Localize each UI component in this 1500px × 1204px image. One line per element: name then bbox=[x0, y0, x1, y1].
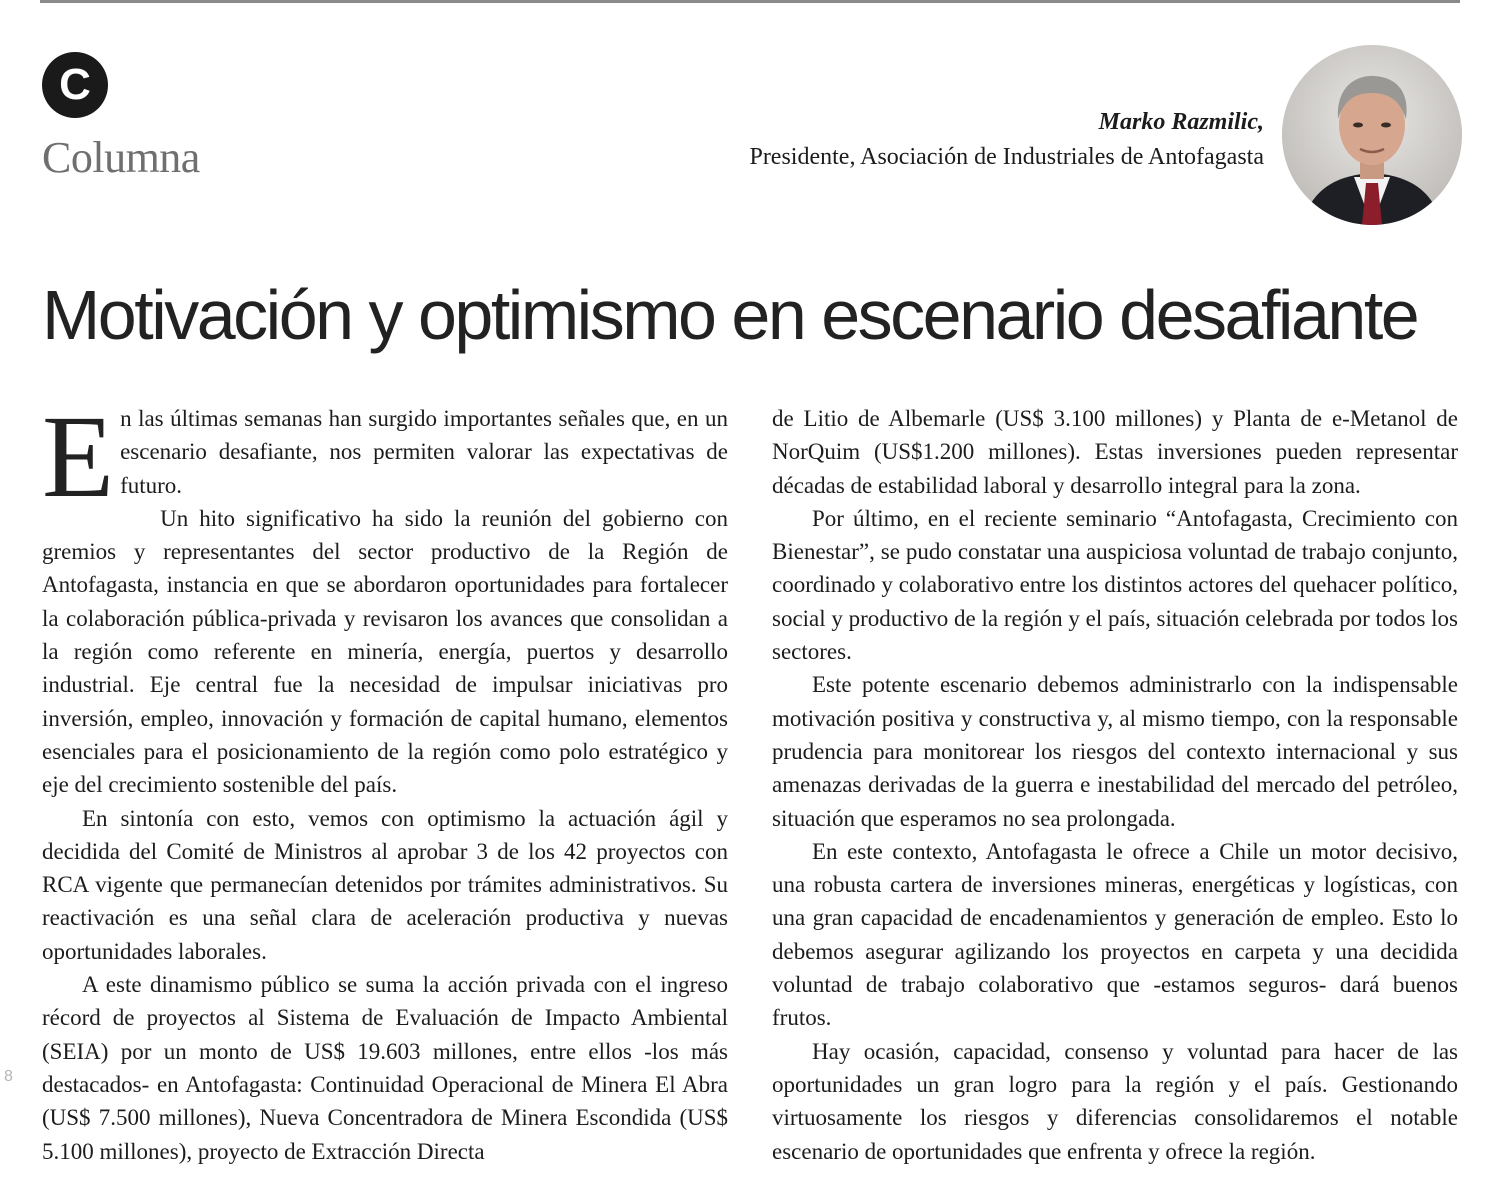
article-column-left bbox=[42, 391, 728, 1168]
paragraph: Por último, en el reciente seminario “Antofagasta, Crecimiento con Bienestar”, se pudo constatar una auspiciosa voluntad de trabajo conjunto, coordinado y colaborativo entre los distintos actores del quehacer político, social y productivo de la región y el país, situación celebrada por todos los sectores. bbox=[772, 505, 1458, 665]
top-rule bbox=[40, 0, 1460, 3]
section-name: Columna bbox=[42, 133, 200, 182]
author-photo bbox=[1282, 45, 1462, 225]
paragraph: Este potente escenario debemos administrarlo con la indispensable motivación positiva y constructiva y, al mismo tiempo, con la responsable prudencia para monitorear los riesgos del contexto internacional y sus amenazas derivadas de la guerra e inestabilidad del mercado del petróleo, situación que esperamos no sea prolongada. bbox=[772, 672, 1458, 831]
section-badge: C bbox=[42, 52, 108, 118]
margin-mark: 8 bbox=[4, 1068, 13, 1085]
paragraph: Hay ocasión, capacidad, consenso y voluntad para hacer de las oportunidades un gran logro para la región y el país. Gestionando virtuosamente los riesgos y diferencias consolidaremos el notable escenario de oportunidades que enfrenta y ofrece la región. bbox=[772, 1038, 1458, 1164]
author-byline bbox=[749, 105, 1264, 175]
author-role: Presidente, Asociación de Industriales de Antofagasta bbox=[749, 144, 1264, 170]
author-name: Marko Razmilic, bbox=[1098, 109, 1264, 135]
paragraph: En este contexto, Antofagasta le ofrece a Chile un motor decisivo, una robusta cartera de inversiones mineras, energéticas y logísticas, con una gran capacidad de encadenamientos y generación de empleo. Esto lo debemos asegurar agilizando los proyectos en carpeta y una decidida voluntad de trabajo colaborativo que -estamos seguros- dará buenos frutos. bbox=[772, 838, 1458, 1031]
author-portrait-icon bbox=[1282, 45, 1462, 225]
paragraph: de Litio de Albemarle (US$ 3.100 millones) y Planta de e-Metanol de NorQuim (US$1.200 millones). Estas inversiones pueden representar décadas de estabilidad laboral y desarrollo integral para la zona. bbox=[772, 406, 1458, 498]
paragraph: Un hito significativo ha sido la reunión del gobierno con gremios y representantes del sector productivo de la Región de Antofagasta, instancia en que se abordaron oportunidades para fortalecer la colaboración pública-privada y revisaron los avances que consolidan a la región como referente en minería, energía, puertos y desarrollo industrial. Eje central fue la necesidad de impulsar iniciativas pro inversión, empleo, innovación y formación de capital humano, elementos esenciales para el posicionamiento de la región como polo estratégico y eje del crecimiento sostenible del país. bbox=[42, 505, 728, 798]
paragraph: En las últimas semanas han surgido importantes señales que, en un escenario desafiante, nos permiten valorar las expectativas de futuro. bbox=[42, 391, 728, 522]
drop-cap: E bbox=[42, 391, 115, 522]
paragraph: En sintonía con esto, vemos con optimismo la actuación ágil y decidida del Comité de Ministros al aprobar 3 de los 42 proyectos con RCA vigente que permanecían detenidos por trámites administrativos. Su reactivación es una señal clara de aceleración productiva y nuevas oportunidades laborales. bbox=[42, 805, 728, 964]
article-column-right bbox=[772, 402, 1458, 1168]
paragraph: A este dinamismo público se suma la acción privada con el ingreso récord de proyectos al Sistema de Evaluación de Impacto Ambiental (SEIA) por un monto de US$ 19.603 millones, entre ellos -los más destacados- en Antofagasta: Continuidad Operacional de Minera El Abra (US$ 7.500 millones), Nueva Concentradora de Minera Escondida (US$ 5.100 millones), proyecto de Extracción Directa bbox=[42, 972, 728, 1164]
headline: Motivación y optimismo en escenario desafiante bbox=[42, 276, 1418, 354]
